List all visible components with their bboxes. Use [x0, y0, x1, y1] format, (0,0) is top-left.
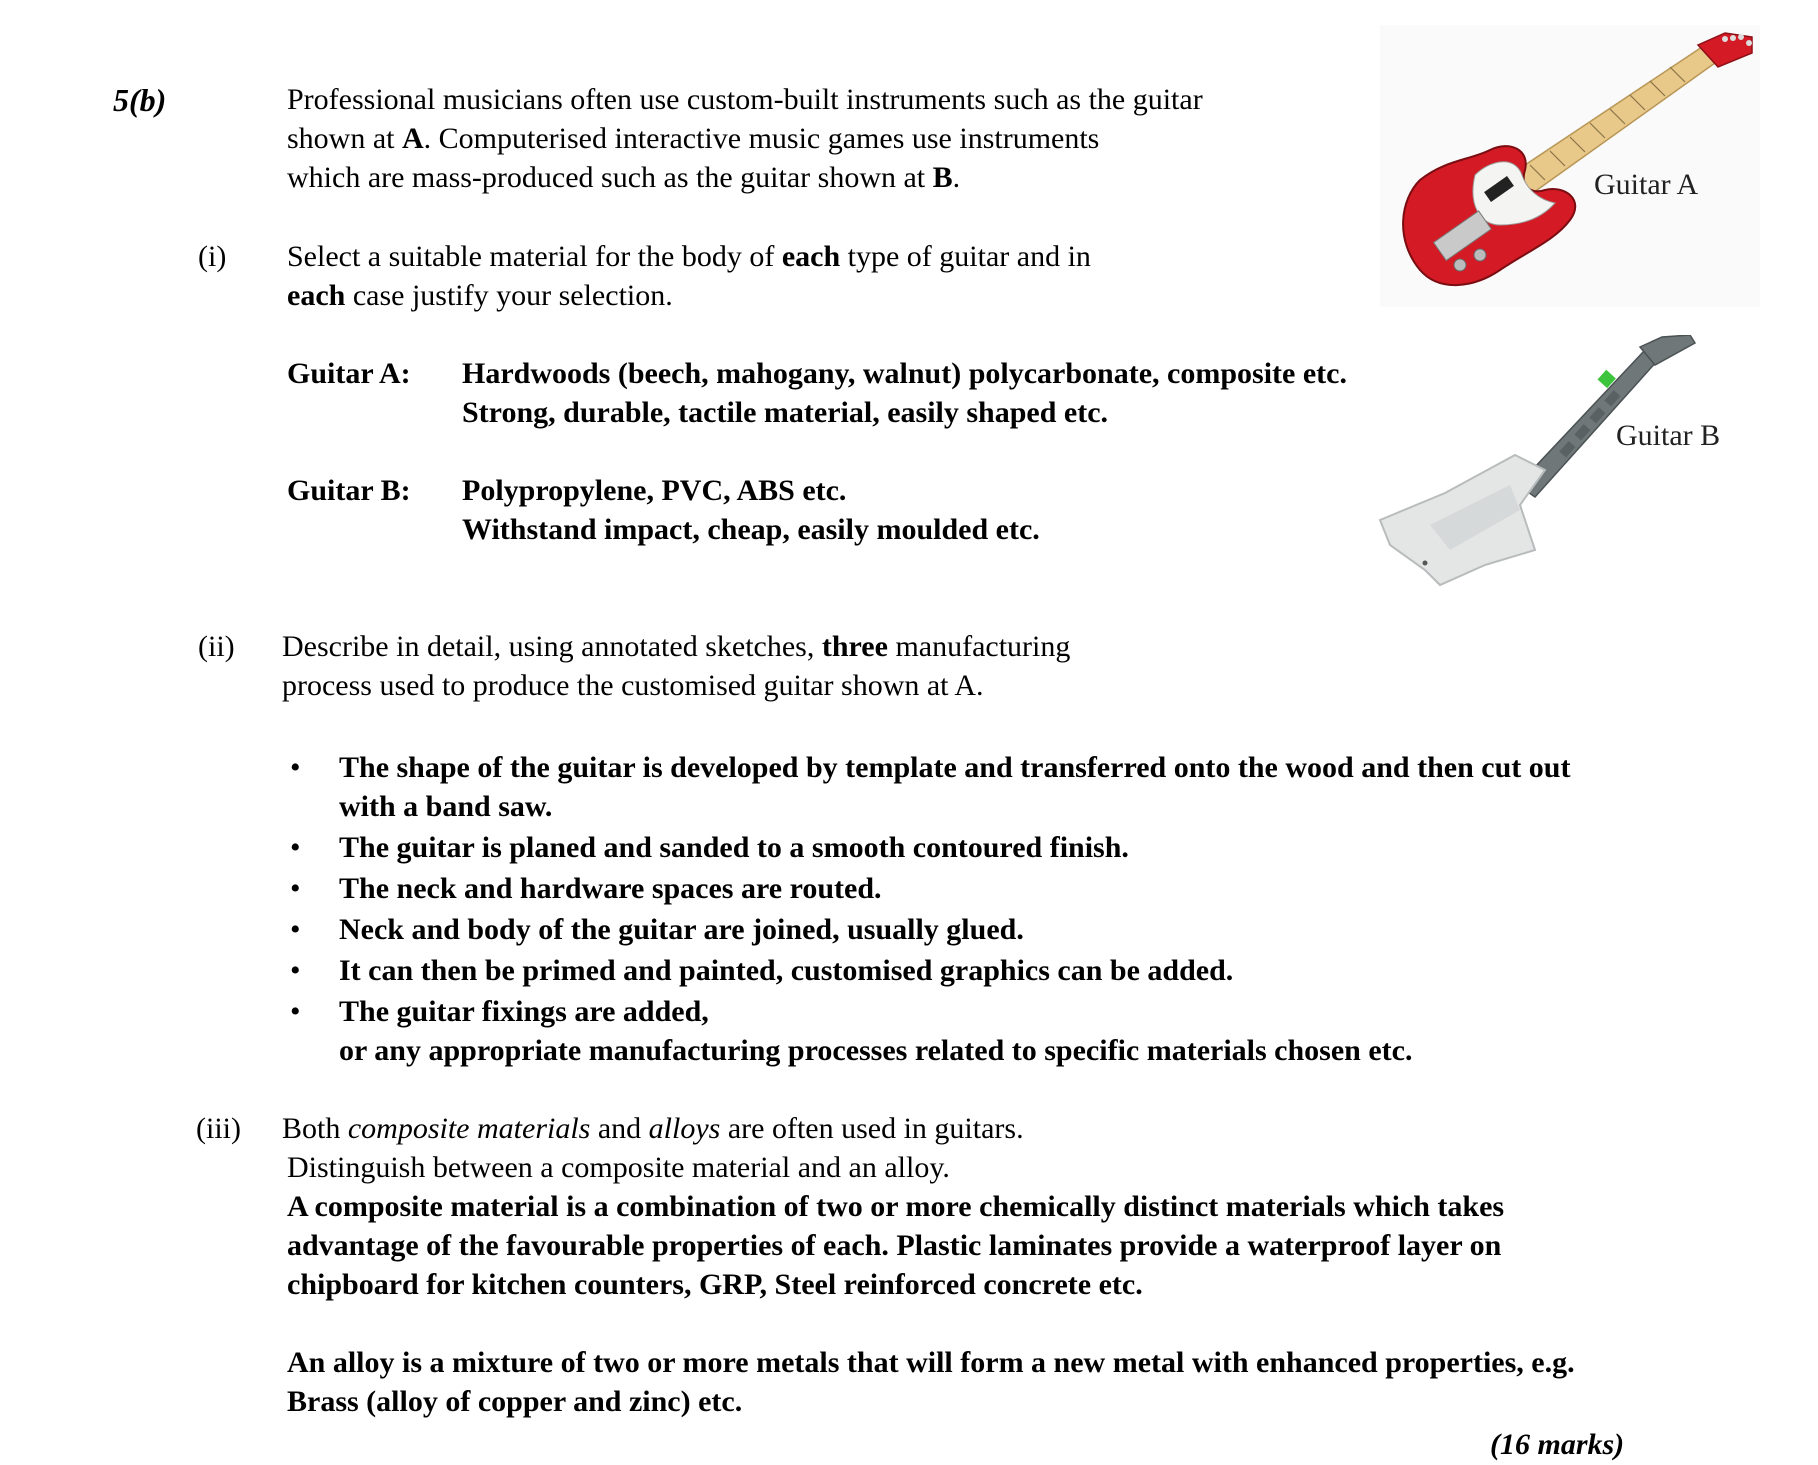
part-ii-question-line-1: Describe in detail, using annotated sketches, three manufacturing — [282, 630, 1071, 663]
intro-line-2: shown at A. Computerised interactive music games use instruments — [287, 122, 1100, 155]
composite-answer-line-2: advantage of the favourable properties of each. Plastic laminates provide a waterproof layer on — [287, 1229, 1502, 1262]
guitar-a-answer-line-2: Strong, durable, tactile material, easily shaped etc. — [462, 396, 1109, 429]
bullet-marker: • — [290, 913, 301, 946]
bullet-marker: • — [290, 954, 301, 987]
part-iii-question-line-1: Both composite materials and alloys are often used in guitars. — [282, 1112, 1024, 1145]
guitar-b-answer-label: Guitar B: — [287, 474, 411, 507]
alloy-answer-line-2: Brass (alloy of copper and zinc) etc. — [287, 1385, 743, 1418]
guitar-a-image — [1380, 25, 1760, 307]
bullet-marker: • — [290, 831, 301, 864]
guitar-a-caption: Guitar A — [1594, 168, 1699, 201]
part-i-question-line-2: each case justify your selection. — [287, 279, 673, 312]
part-i-question-line-1: Select a suitable material for the body of each type of guitar and in — [287, 240, 1091, 273]
intro-line-1: Professional musicians often use custom-built instruments such as the guitar — [287, 83, 1203, 116]
guitar-a-illustration — [1380, 25, 1760, 307]
bullet-item-continuation: or any appropriate manufacturing processes related to specific materials chosen etc. — [339, 1034, 1413, 1067]
bullet-item: It can then be primed and painted, customised graphics can be added. — [339, 954, 1234, 987]
bullet-item: The guitar is planed and sanded to a smooth contoured finish. — [339, 831, 1129, 864]
part-i-label: (i) — [198, 240, 227, 273]
part-iii-question-line-2: Distinguish between a composite material and an alloy. — [287, 1151, 950, 1184]
bullet-marker: • — [290, 751, 301, 784]
composite-answer-line-3: chipboard for kitchen counters, GRP, Steel reinforced concrete etc. — [287, 1268, 1143, 1301]
guitar-b-caption: Guitar B — [1616, 419, 1721, 452]
part-ii-question-line-2: process used to produce the customised guitar shown at A. — [282, 669, 984, 702]
alloy-answer-line-1: An alloy is a mixture of two or more metals that will form a new metal with enhanced properties, e.g. — [287, 1346, 1575, 1379]
bullet-item: The shape of the guitar is developed by template and transferred onto the wood and then cut out — [339, 751, 1571, 784]
part-ii-label: (ii) — [198, 630, 235, 663]
part-iii-label: (iii) — [196, 1112, 241, 1145]
guitar-b-answer-line-2: Withstand impact, cheap, easily moulded etc. — [462, 513, 1040, 546]
guitar-b-image — [1370, 335, 1710, 595]
bullet-item: The guitar fixings are added, — [339, 995, 709, 1028]
bullet-marker: • — [290, 872, 301, 905]
composite-answer-line-1: A composite material is a combination of two or more chemically distinct materials which takes — [287, 1190, 1505, 1223]
question-number: 5(b) — [113, 82, 167, 118]
bullet-item: The neck and hardware spaces are routed. — [339, 872, 882, 905]
marks-total: (16 marks) — [1490, 1428, 1625, 1461]
guitar-b-answer-line-1: Polypropylene, PVC, ABS etc. — [462, 474, 847, 507]
guitar-a-answer-line-1: Hardwoods (beech, mahogany, walnut) polycarbonate, composite etc. — [462, 357, 1347, 390]
guitar-b-illustration — [1370, 335, 1710, 595]
guitar-a-answer-label: Guitar A: — [287, 357, 411, 390]
bullet-item-continuation: with a band saw. — [339, 790, 553, 823]
bullet-marker: • — [290, 995, 301, 1028]
intro-line-3: which are mass-produced such as the guitar shown at B. — [287, 161, 961, 194]
bullet-item: Neck and body of the guitar are joined, usually glued. — [339, 913, 1024, 946]
